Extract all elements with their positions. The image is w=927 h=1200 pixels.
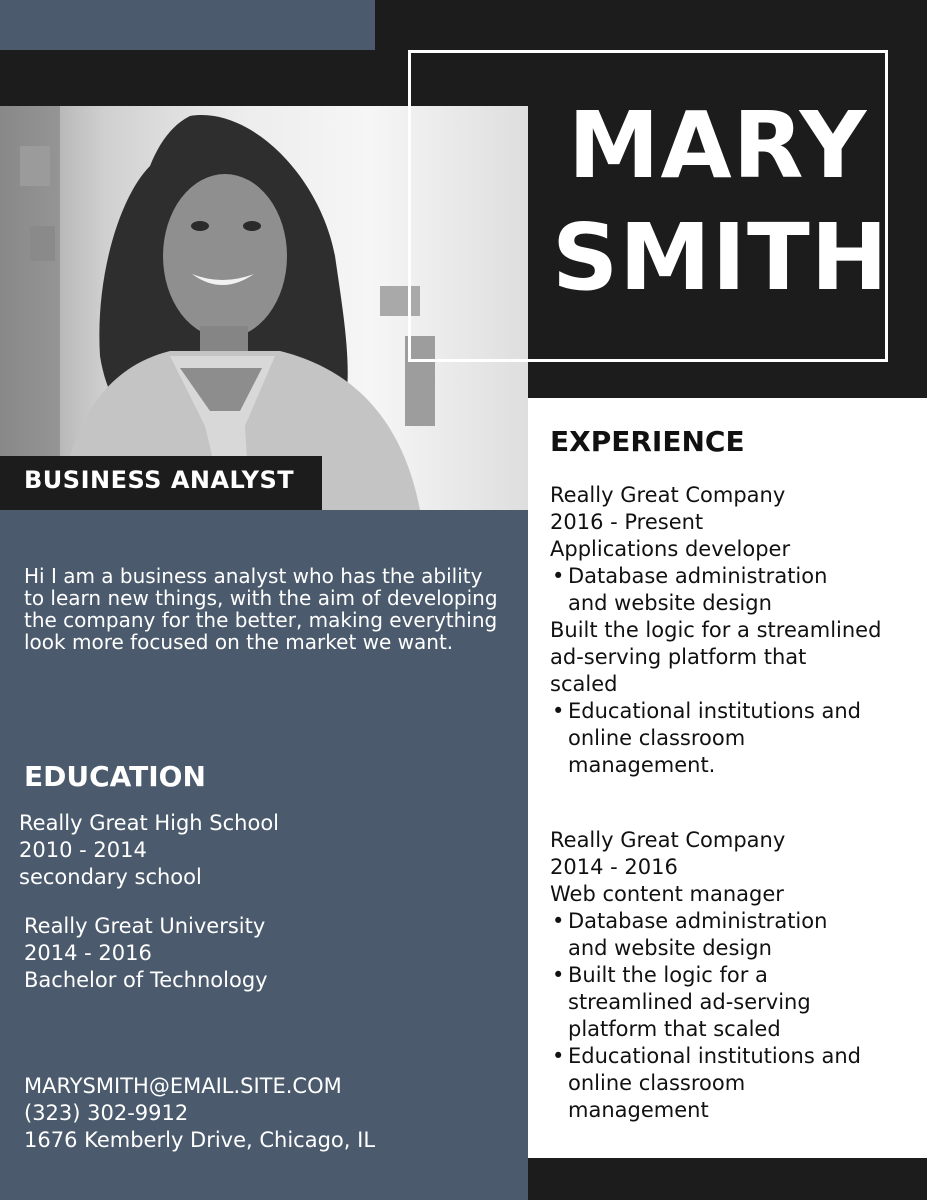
bullet-list <box>550 908 861 1124</box>
experience-entry <box>550 827 861 1124</box>
education-heading: EDUCATION <box>24 760 206 793</box>
company-name: Really Great Company <box>550 483 786 507</box>
bullet-list <box>550 563 881 617</box>
school-years: 2014 - 2016 <box>24 941 152 965</box>
school-name: Really Great High School <box>19 811 280 835</box>
bullet-item: • Educational institutions and online classroom management <box>550 1043 861 1124</box>
education-entry <box>24 913 268 994</box>
school-degree: secondary school <box>19 865 202 889</box>
bottom-accent-bar <box>528 1158 927 1200</box>
bullet-item: • Database administration and website design <box>550 908 861 962</box>
contact-address: 1676 Kemberly Drive, Chicago, IL <box>24 1128 376 1152</box>
bullet-list <box>550 698 881 779</box>
contact-block <box>24 1073 375 1154</box>
school-years: 2010 - 2014 <box>19 838 147 862</box>
education-entry <box>19 810 279 891</box>
job-note: Built the logic for a streamlined ad-serving platform that scaled <box>550 618 882 696</box>
job-role: Web content manager <box>550 882 784 906</box>
last-name: SMITH <box>552 204 889 311</box>
bullet-item: • Educational institutions and online classroom management. <box>550 698 881 779</box>
school-degree: Bachelor of Technology <box>24 968 268 992</box>
experience-entry <box>550 482 881 779</box>
bullet-item: • Database administration and website design <box>550 563 881 617</box>
first-name: MARY <box>568 92 868 199</box>
contact-phone: (323) 302-9912 <box>24 1101 189 1125</box>
top-accent-bar <box>0 0 375 50</box>
job-years: 2016 - Present <box>550 510 704 534</box>
company-name: Really Great Company <box>550 828 786 852</box>
job-role: Applications developer <box>550 537 791 561</box>
contact-email[interactable]: MARYSMITH@EMAIL.SITE.COM <box>24 1074 342 1098</box>
profile-summary: Hi I am a business analyst who has the ability to learn new things, with the aim of developing the company for the better, making everything look more focused on the market we want. <box>24 564 498 654</box>
experience-heading: EXPERIENCE <box>550 425 745 458</box>
school-name: Really Great University <box>24 914 266 938</box>
job-years: 2014 - 2016 <box>550 855 678 879</box>
job-title: BUSINESS ANALYST <box>24 466 295 494</box>
bullet-item: • Built the logic for a streamlined ad-serving platform that scaled <box>550 962 861 1043</box>
